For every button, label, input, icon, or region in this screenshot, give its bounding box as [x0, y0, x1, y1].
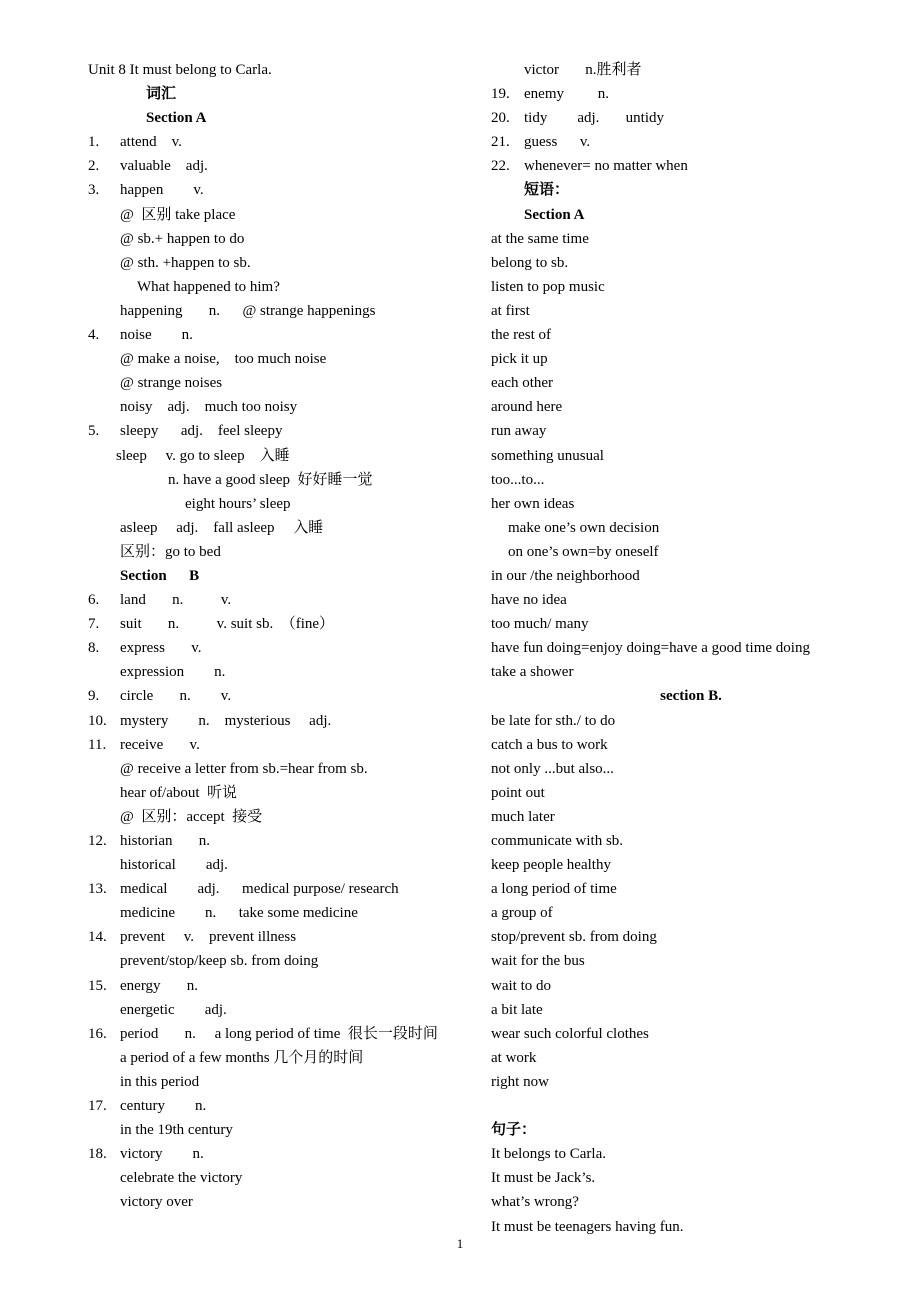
right-column-line	[491, 949, 891, 973]
right-column-line	[491, 1094, 891, 1118]
left-column-line	[88, 1022, 478, 1046]
left-column-line	[88, 323, 478, 347]
line-text: It must be teenagers having fun.	[491, 1218, 684, 1235]
left-column-line	[88, 106, 478, 130]
line-text: make one’s own decision	[508, 519, 660, 536]
line-text: Section B	[120, 567, 200, 584]
line-text: expression n.	[120, 664, 226, 681]
line-text: too...to...	[491, 471, 545, 488]
vocab-entry: attend v.	[120, 134, 182, 151]
item-number: 4.	[88, 327, 100, 344]
line-text: be late for sth./ to do	[491, 712, 616, 729]
vocab-entry: period n. a long period of time 很长一段时间	[120, 1025, 438, 1042]
item-number: 13.	[88, 881, 107, 898]
line-text: a bit late	[491, 1001, 543, 1018]
line-text: each other	[491, 375, 554, 392]
left-column-line	[88, 227, 478, 251]
vocab-entry: receive v.	[120, 736, 200, 753]
line-text: belong to sb.	[491, 254, 569, 271]
left-column-line	[88, 974, 478, 998]
left-column-line	[88, 709, 478, 733]
right-column-line	[491, 1022, 891, 1046]
vocab-entry: medical adj. medical purpose/ research	[120, 881, 399, 898]
line-text: at the same time	[491, 230, 589, 247]
line-text: It belongs to Carla.	[491, 1146, 606, 1163]
right-column-line	[491, 684, 891, 708]
line-text: asleep adj. fall asleep 入睡	[120, 519, 324, 536]
item-number: 8.	[88, 640, 100, 657]
line-text: her own ideas	[491, 495, 575, 512]
line-text: prevent/stop/keep sb. from doing	[120, 953, 319, 970]
vocab-entry: prevent v. prevent illness	[120, 929, 297, 946]
line-text: in our /the neighborhood	[491, 567, 640, 584]
item-number: 10.	[88, 712, 107, 729]
line-text: @ sb.+ happen to do	[120, 230, 245, 247]
right-column-line	[491, 805, 891, 829]
vocab-entry: valuable adj.	[120, 158, 208, 175]
line-text: n. have a good sleep 好好睡一觉	[168, 471, 373, 488]
vocab-entry: victory n.	[120, 1146, 204, 1163]
left-column-line	[88, 58, 478, 82]
line-text: communicate with sb.	[491, 833, 624, 849]
right-column-line	[491, 612, 891, 636]
item-number: 17.	[88, 1098, 107, 1115]
vocab-entry: guess v.	[524, 134, 591, 151]
right-column-line	[491, 901, 891, 925]
line-text: stop/prevent sb. from doing	[491, 929, 657, 946]
vocab-entry: land n. v.	[120, 592, 232, 609]
left-column-line	[88, 660, 478, 684]
left-column-line	[88, 733, 478, 757]
right-column-line	[491, 492, 891, 516]
vocab-entry: suit n. v. suit sb. （fine）	[120, 616, 335, 633]
right-column-line	[491, 564, 891, 588]
right-column	[491, 58, 891, 1239]
right-column-line	[491, 1166, 891, 1190]
left-column-line	[88, 684, 478, 708]
item-number: 12.	[88, 833, 107, 849]
left-column-line	[88, 516, 478, 540]
line-text: It must be Jack’s.	[491, 1170, 596, 1187]
item-number: 22.	[491, 158, 510, 175]
line-text: 短语：	[524, 182, 570, 199]
line-text: much later	[491, 808, 555, 825]
left-column-line	[88, 371, 478, 395]
right-column-line	[491, 636, 891, 660]
left-column-line	[88, 829, 478, 853]
right-column-line	[491, 154, 891, 178]
left-column-line	[88, 395, 478, 419]
item-number: 14.	[88, 929, 107, 946]
line-text: Section A	[146, 110, 207, 127]
right-column-line	[491, 130, 891, 154]
left-column-line	[88, 805, 478, 829]
right-column-line	[491, 853, 891, 877]
left-column-line	[88, 299, 478, 323]
line-text: a long period of time	[491, 881, 617, 898]
item-number: 3.	[88, 182, 100, 199]
right-column-line	[491, 709, 891, 733]
right-column-line	[491, 106, 891, 130]
line-text: medicine n. take some medicine	[120, 905, 358, 922]
right-column-line	[491, 371, 891, 395]
left-column-line	[88, 492, 478, 516]
right-column-line	[491, 82, 891, 106]
right-column-line	[491, 588, 891, 612]
line-text: catch a bus to work	[491, 736, 608, 753]
left-column-line	[88, 636, 478, 660]
vocab-entry: whenever= no matter when	[524, 158, 688, 175]
vocab-entry: happen v.	[120, 182, 204, 199]
line-text: happening n. @ strange happenings	[120, 302, 376, 319]
right-column-line	[491, 1142, 891, 1166]
vocab-entry: express v.	[120, 640, 202, 657]
item-number: 11.	[88, 736, 107, 753]
line-text: have no idea	[491, 592, 567, 609]
line-text: hear of/about 听说	[120, 784, 238, 801]
right-column-line	[491, 998, 891, 1022]
right-column-line	[491, 540, 891, 564]
left-column-line	[88, 1094, 478, 1118]
left-column-line	[88, 901, 478, 925]
right-column-line	[491, 58, 891, 82]
left-column-line	[88, 130, 478, 154]
left-column-line	[88, 82, 478, 106]
line-text: @ strange noises	[120, 375, 223, 392]
left-column-line	[88, 1118, 478, 1142]
item-number: 21.	[491, 134, 510, 151]
left-column-line	[88, 1070, 478, 1094]
left-column-line	[88, 1046, 478, 1070]
line-text: the rest of	[491, 327, 551, 344]
right-column-line	[491, 347, 891, 371]
right-column-line	[491, 299, 891, 323]
right-column-line	[491, 251, 891, 275]
line-text: noisy adj. much too noisy	[120, 399, 298, 416]
left-column-line	[88, 251, 478, 275]
line-text: at first	[491, 302, 530, 319]
line-text: too much/ many	[491, 616, 589, 633]
vocab-entry: mystery n. mysterious adj.	[120, 712, 332, 729]
vocab-entry: tidy adj. untidy	[524, 110, 664, 127]
right-column-line	[491, 1046, 891, 1070]
left-column-line	[88, 925, 478, 949]
left-column-line	[88, 1190, 478, 1214]
line-text: a group of	[491, 905, 553, 922]
line-text: at work	[491, 1049, 537, 1066]
line-text: in the 19th century	[120, 1122, 233, 1139]
vocab-entry: noise n.	[120, 327, 193, 344]
left-column-line	[88, 347, 478, 371]
vocab-entry: circle n. v.	[120, 688, 232, 705]
line-text: not only ...but also...	[491, 760, 614, 777]
line-text: wear such colorful clothes	[491, 1025, 649, 1042]
line-text: @ make a noise, too much noise	[120, 351, 327, 368]
vocab-entry: historian n.	[120, 833, 210, 849]
left-column-line	[88, 588, 478, 612]
line-text: pick it up	[491, 351, 548, 368]
line-text: take a shower	[491, 664, 574, 681]
line-text: @ receive a letter from sb.=hear from sb.	[120, 760, 368, 777]
line-text: what’s wrong?	[491, 1194, 579, 1211]
page-number: 1	[456, 1236, 464, 1251]
line-text: a period of a few months 几个月的时间	[120, 1049, 364, 1066]
right-column-line	[491, 877, 891, 901]
item-number: 9.	[88, 688, 100, 705]
left-column-line	[88, 419, 478, 443]
right-column-line	[491, 516, 891, 540]
line-text: 区别：go to bed	[120, 543, 221, 560]
right-column-line	[491, 419, 891, 443]
item-number: 2.	[88, 158, 100, 175]
left-column-line	[88, 949, 478, 973]
vocab-entry: enemy n.	[524, 86, 609, 103]
right-column-line	[491, 660, 891, 684]
right-column-line	[491, 468, 891, 492]
line-text: @ 区别 take place	[120, 206, 236, 223]
line-text: What happened to him?	[137, 278, 280, 295]
right-column-line	[491, 974, 891, 998]
right-column-line	[491, 395, 891, 419]
item-number: 16.	[88, 1025, 107, 1042]
left-column-line	[88, 444, 478, 468]
right-column-line	[491, 203, 891, 227]
left-column-line	[88, 178, 478, 202]
left-column-line	[88, 1142, 478, 1166]
left-column-line	[88, 853, 478, 877]
left-column-line	[88, 1166, 478, 1190]
line-text: @ 区别：accept 接受	[120, 808, 263, 825]
right-column-line	[491, 733, 891, 757]
item-number: 18.	[88, 1146, 107, 1163]
line-text: have fun doing=enjoy doing=have a good time doing	[491, 640, 810, 657]
left-column-line	[88, 998, 478, 1022]
right-column-line	[491, 444, 891, 468]
right-column-line	[491, 1070, 891, 1094]
right-column-line	[491, 757, 891, 781]
left-column-line	[88, 154, 478, 178]
line-text: sleep v. go to sleep 入睡	[116, 447, 290, 464]
right-column-line	[491, 227, 891, 251]
right-column-line	[491, 925, 891, 949]
line-text: keep people healthy	[491, 857, 611, 874]
item-number: 6.	[88, 592, 100, 609]
left-column-line	[88, 540, 478, 564]
line-text: section B.	[660, 688, 722, 705]
right-column-line	[491, 323, 891, 347]
right-column-line	[491, 1118, 891, 1142]
right-column-line	[491, 781, 891, 805]
line-text: something unusual	[491, 447, 604, 464]
right-column-line	[491, 275, 891, 299]
line-text: wait for the bus	[491, 953, 585, 970]
left-column-line	[88, 564, 478, 588]
line-text: victory over	[120, 1194, 193, 1211]
vocab-entry: sleepy adj. feel sleepy	[120, 423, 283, 440]
line-text: 句子：	[491, 1122, 537, 1139]
item-number: 15.	[88, 977, 107, 994]
left-column-line	[88, 275, 478, 299]
line-text: Unit 8 It must belong to Carla.	[88, 62, 272, 78]
right-column-line	[491, 178, 891, 202]
vocab-entry: century n.	[120, 1098, 207, 1115]
line-text: right now	[491, 1073, 549, 1090]
line-text: eight hours’ sleep	[185, 495, 291, 512]
line-text: Section A	[524, 206, 585, 223]
left-column-line	[88, 757, 478, 781]
line-text: in this period	[120, 1073, 200, 1090]
vocab-entry: energy n.	[120, 977, 199, 994]
line-text: historical adj.	[120, 857, 228, 874]
left-column-line	[88, 468, 478, 492]
line-text: wait to do	[491, 977, 551, 994]
left-column-line	[88, 877, 478, 901]
line-text: 词汇	[146, 86, 177, 103]
item-number: 1.	[88, 134, 100, 151]
line-text: listen to pop music	[491, 278, 605, 295]
line-text: run away	[491, 423, 547, 440]
item-number: 20.	[491, 110, 510, 127]
line-text: on one’s own=by oneself	[508, 543, 659, 560]
item-number: 5.	[88, 423, 100, 440]
line-text: energetic adj.	[120, 1001, 227, 1018]
line-text: victor n.胜利者	[524, 62, 642, 78]
item-number: 19.	[491, 86, 510, 103]
right-column-line	[491, 829, 891, 853]
line-text: around here	[491, 399, 563, 416]
line-text: point out	[491, 784, 545, 801]
left-column-line	[88, 781, 478, 805]
line-text: celebrate the victory	[120, 1170, 243, 1187]
left-column-line	[88, 612, 478, 636]
item-number: 7.	[88, 616, 100, 633]
left-column	[88, 58, 478, 1215]
right-column-line	[491, 1215, 891, 1239]
line-text: @ sth. +happen to sb.	[120, 254, 251, 271]
left-column-line	[88, 203, 478, 227]
right-column-line	[491, 1190, 891, 1214]
